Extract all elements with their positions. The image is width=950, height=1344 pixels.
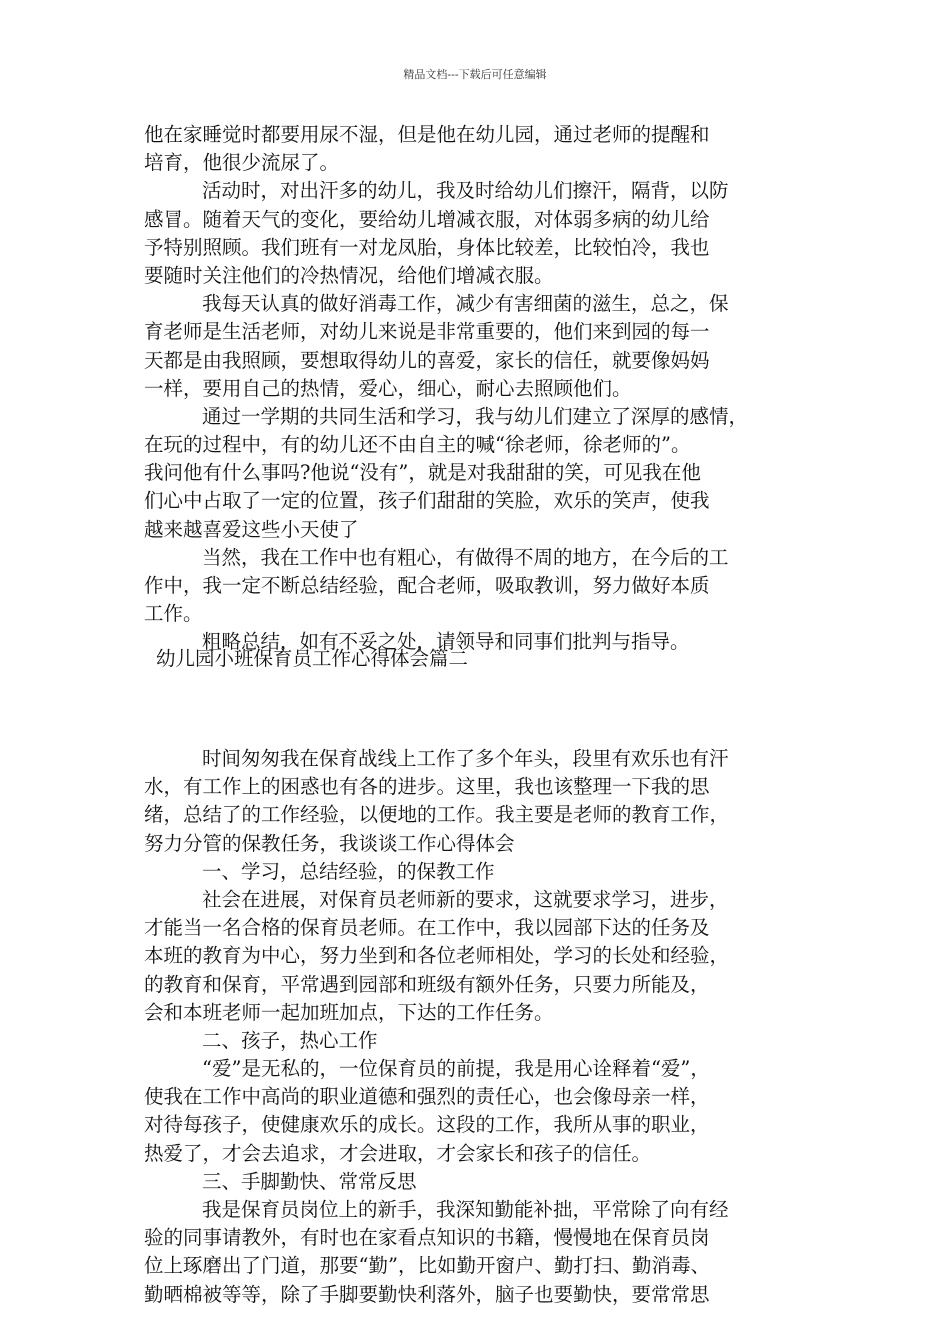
text-line: 们心中占取了一定的位置，孩子们甜甜的笑脸，欢乐的笑声，使我 [144, 489, 710, 513]
text-line: 培育，他很少流尿了。 [144, 151, 340, 175]
text-line: 水，有工作上的困惑也有各的进步。这里，我也该整理一下我的思 [144, 775, 710, 799]
text-line: 他在家睡觉时都要用尿不湿，但是他在幼儿园，通过老师的提醒和 [144, 123, 710, 146]
section-1 [144, 121, 814, 657]
text-line: 予特别照顾。我们班有一对龙凤胎，身体比较差，比较怕冷，我也 [144, 235, 710, 259]
text-line: 我每天认真的做好消毒工作，减少有害细菌的滋生，总之，保 [202, 292, 729, 316]
text-line: 会和本班老师一起加班加点，下达的工作任务。 [144, 1000, 554, 1024]
text-line: 社会在进展，对保育员老师新的要求，这就要求学习，进步， [202, 887, 729, 911]
text-line: 要随时关注他们的冷热情况，给他们增减衣服。 [144, 263, 554, 287]
text-line: 验的同事请教外，有时也在家看点知识的书籍，慢慢地在保育员岗 [144, 1226, 710, 1250]
text-line: 我问他有什么事吗?他说“没有”，就是对我甜甜的笑，可见我在他 [144, 461, 701, 485]
text-line: 天都是由我照顾，要想取得幼儿的喜爱，家长的信任，就要像妈妈 [144, 348, 710, 372]
page-header: 精品文档---下载后可任意编辑 [403, 68, 547, 81]
text-line: 在玩的过程中，有的幼儿还不由自主的喊“徐老师，徐老师的”。 [144, 433, 691, 457]
text-line: 通过一学期的共同生活和学习，我与幼儿们建立了深厚的感情， [202, 404, 749, 428]
text-line: 三、手脚勤快、常常反思 [202, 1169, 417, 1193]
text-line: 育老师是生活老师，对幼儿来说是非常重要的，他们来到园的每一 [144, 320, 710, 344]
text-line: 一样，要用自己的热情，爱心，细心，耐心去照顾他们。 [144, 376, 632, 400]
text-line: 努力分管的保教任务，我谈谈工作心得体会 [144, 831, 515, 855]
text-line: 本班的教育为中心，努力坐到和各位老师相处，学习的长处和经验， [144, 944, 730, 968]
section-title: 幼儿园小班保育员工作心得体会篇二 [156, 647, 469, 670]
text-line: 的教育和保育，平常遇到园部和班级有额外任务，只要力所能及， [144, 972, 710, 996]
text-line: 热爱了，才会去追求，才会进取，才会家长和孩子的信任。 [144, 1141, 652, 1165]
text-line: “爱”是无私的，一位保育员的前提，我是用心诠释着“爱”， [202, 1057, 710, 1081]
text-line: 粗略总结，如有不妥之处，请领导和同事们批判与指导。 [202, 630, 690, 654]
text-line: 作中，我一定不断总结经验，配合老师，吸取教训，努力做好本质 [144, 574, 710, 597]
text-line: 位上琢磨出了门道，那要“勤”，比如勤开窗户、勤打扫、勤消毒、 [144, 1254, 710, 1278]
text-line: 使我在工作中高尚的职业道德和强烈的责任心，也会像母亲一样， [144, 1085, 710, 1109]
text-line: 一、学习，总结经验，的保教工作 [202, 859, 495, 883]
text-line: 绪，总结了的工作经验，以便地的工作。我主要是老师的教育工作， [144, 803, 730, 827]
text-line: 对待每孩子，使健康欢乐的成长。这段的工作，我所从事的职业， [144, 1113, 710, 1137]
text-line: 勤晒棉被等等，除了手脚要勤快利落外，脑子也要勤快，要常常思 [144, 1282, 710, 1306]
text-line: 活动时，对出汗多的幼儿，我及时给幼儿们擦汗，隔背，以防 [202, 179, 729, 203]
text-line: 当然，我在工作中也有粗心，有做得不周的地方，在今后的工 [202, 545, 729, 569]
text-line: 感冒。随着天气的变化，要给幼儿增减衣服，对体弱多病的幼儿给 [144, 207, 710, 231]
text-line: 工作。 [144, 602, 203, 626]
text-line: 二、孩子，热心工作 [202, 1028, 378, 1052]
section-2 [144, 745, 814, 1309]
text-line: 我是保育员岗位上的新手，我深知勤能补拙，平常除了向有经 [202, 1198, 729, 1221]
text-line: 时间匆匆我在保育战线上工作了多个年头，段里有欢乐也有汗 [202, 747, 729, 770]
text-line: 越来越喜爱这些小天使了 [144, 517, 359, 541]
text-line: 才能当一名合格的保育员老师。在工作中，我以园部下达的任务及 [144, 916, 710, 940]
